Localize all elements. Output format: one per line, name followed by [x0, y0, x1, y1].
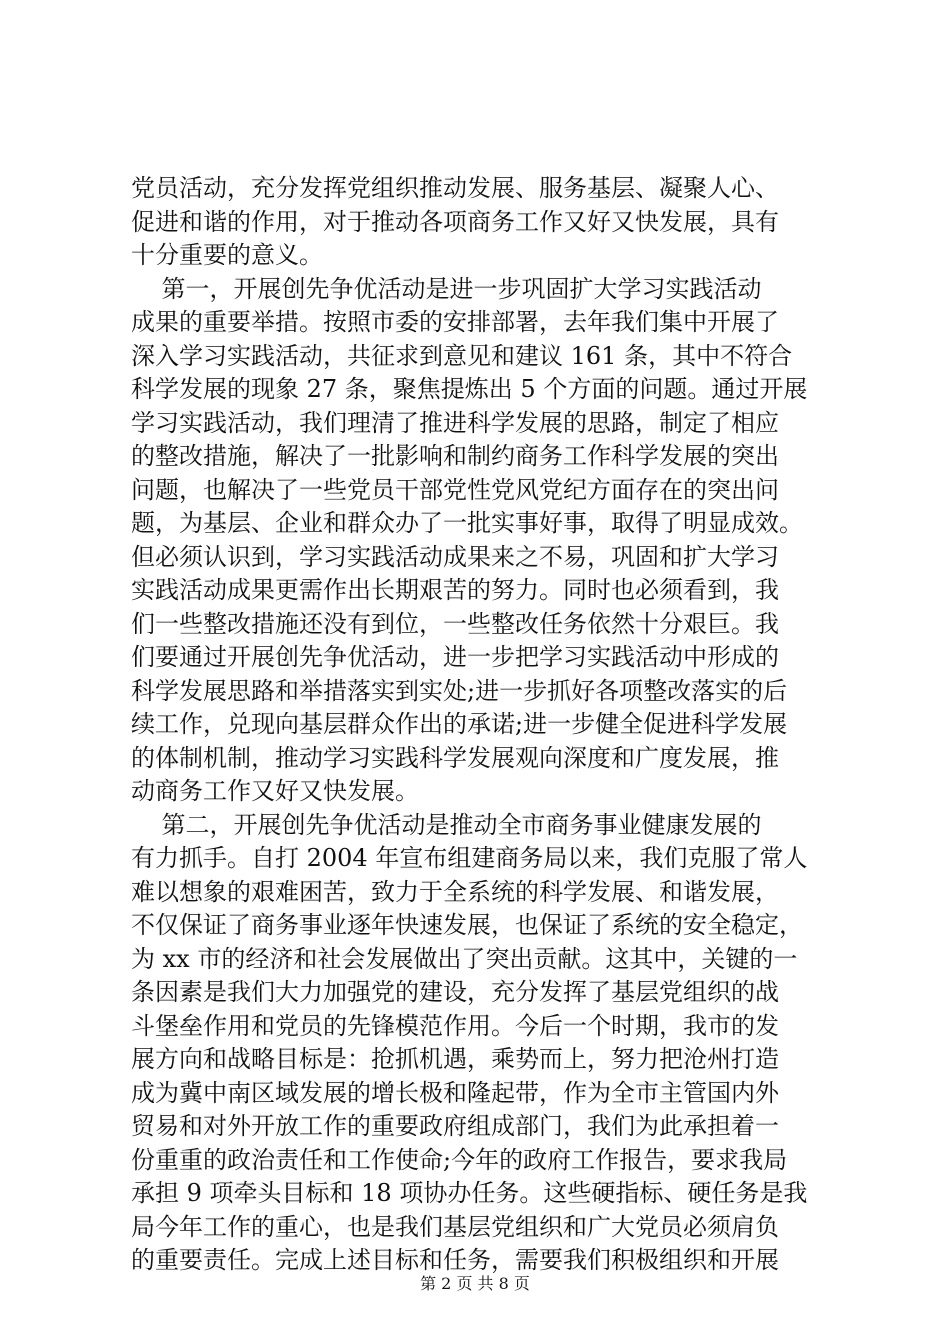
text-line: 们一些整改措施还没有到位，一些整改任务依然十分艰巨。我: [131, 609, 779, 638]
text-line: 承担 9 项牵头目标和 18 项协办任务。这些硬指标、硬任务是我: [131, 1179, 808, 1207]
text-line: 但必须认识到，学习实践活动成果来之不易，巩固和扩大学习: [131, 542, 779, 571]
text-line: 的体制机制，推动学习实践科学发展观向深度和广度发展，推: [131, 743, 779, 772]
text-line: 们要通过开展创先争优活动，进一步把学习实践活动中形成的: [131, 643, 779, 671]
text-line: 问题，也解决了一些党员干部党性党风党纪方面存在的突出问: [131, 475, 779, 504]
text-line: 第二，开展创先争优活动是推动全市商务事业健康发展的: [131, 810, 762, 839]
text-line: 十分重要的意义。: [131, 241, 323, 269]
text-line: 成为冀中南区域发展的增长极和隆起带，作为全市主管国内外: [131, 1078, 779, 1107]
text-line: 的重要责任。完成上述目标和任务，需要我们积极组织和开展: [131, 1246, 779, 1274]
text-line: 斗堡垒作用和党员的先锋模范作用。今后一个时期，我市的发: [131, 1011, 779, 1040]
text-line: 促进和谐的作用，对于推动各项商务工作又好又快发展，具有: [131, 207, 779, 236]
text-line: 条因素是我们大力加强党的建设，充分发挥了基层党组织的战: [131, 978, 779, 1006]
text-line: 深入学习实践活动，共征求到意见和建议 161 条，其中不符合: [131, 341, 793, 370]
text-line: 题，为基层、企业和群众办了一批实事好事，取得了明显成效。: [131, 509, 803, 537]
text-line: 学习实践活动，我们理清了推进科学发展的思路，制定了相应: [131, 408, 779, 437]
text-line: 续工作，兑现向基层群众作出的承诺;进一步健全促进科学发展: [131, 710, 788, 738]
page-footer: 第 2 页 共 8 页: [420, 1274, 530, 1293]
text-line: 动商务工作又好又快发展。: [131, 777, 419, 805]
text-line: 科学发展思路和举措落实到实处;进一步抓好各项整改落实的后: [131, 676, 788, 705]
text-line: 有力抓手。自打 2004 年宣布组建商务局以来，我们克服了常人: [131, 844, 808, 872]
text-line: 科学发展的现象 27 条，聚焦提炼出 5 个方面的问题。通过开展: [131, 375, 808, 403]
text-line: 不仅保证了商务事业逐年快速发展，也保证了系统的安全稳定，: [131, 911, 803, 939]
text-line: 份重重的政治责任和工作使命;今年的政府工作报告，要求我局: [131, 1145, 788, 1174]
text-line: 为 xx 市的经济和社会发展做出了突出贡献。这其中，关键的一: [131, 944, 798, 973]
document-body: [131, 172, 831, 1278]
text-line: 第一，开展创先争优活动是进一步巩固扩大学习实践活动: [131, 274, 762, 303]
text-line: 展方向和战略目标是：抢抓机遇，乘势而上，努力把沧州打造: [131, 1045, 779, 1073]
text-line: 贸易和对外开放工作的重要政府组成部门，我们为此承担着一: [131, 1112, 779, 1140]
text-line: 成果的重要举措。按照市委的安排部署，去年我们集中开展了: [131, 308, 779, 336]
text-line: 党员活动，充分发挥党组织推动发展、服务基层、凝聚人心、: [131, 174, 779, 202]
text-line: 的整改措施，解决了一批影响和制约商务工作科学发展的突出: [131, 442, 779, 470]
text-line: 局今年工作的重心，也是我们基层党组织和广大党员必须肩负: [131, 1212, 779, 1241]
text-line: 难以想象的艰难困苦，致力于全系统的科学发展、和谐发展，: [131, 877, 779, 906]
text-line: 实践活动成果更需作出长期艰苦的努力。同时也必须看到，我: [131, 576, 779, 604]
